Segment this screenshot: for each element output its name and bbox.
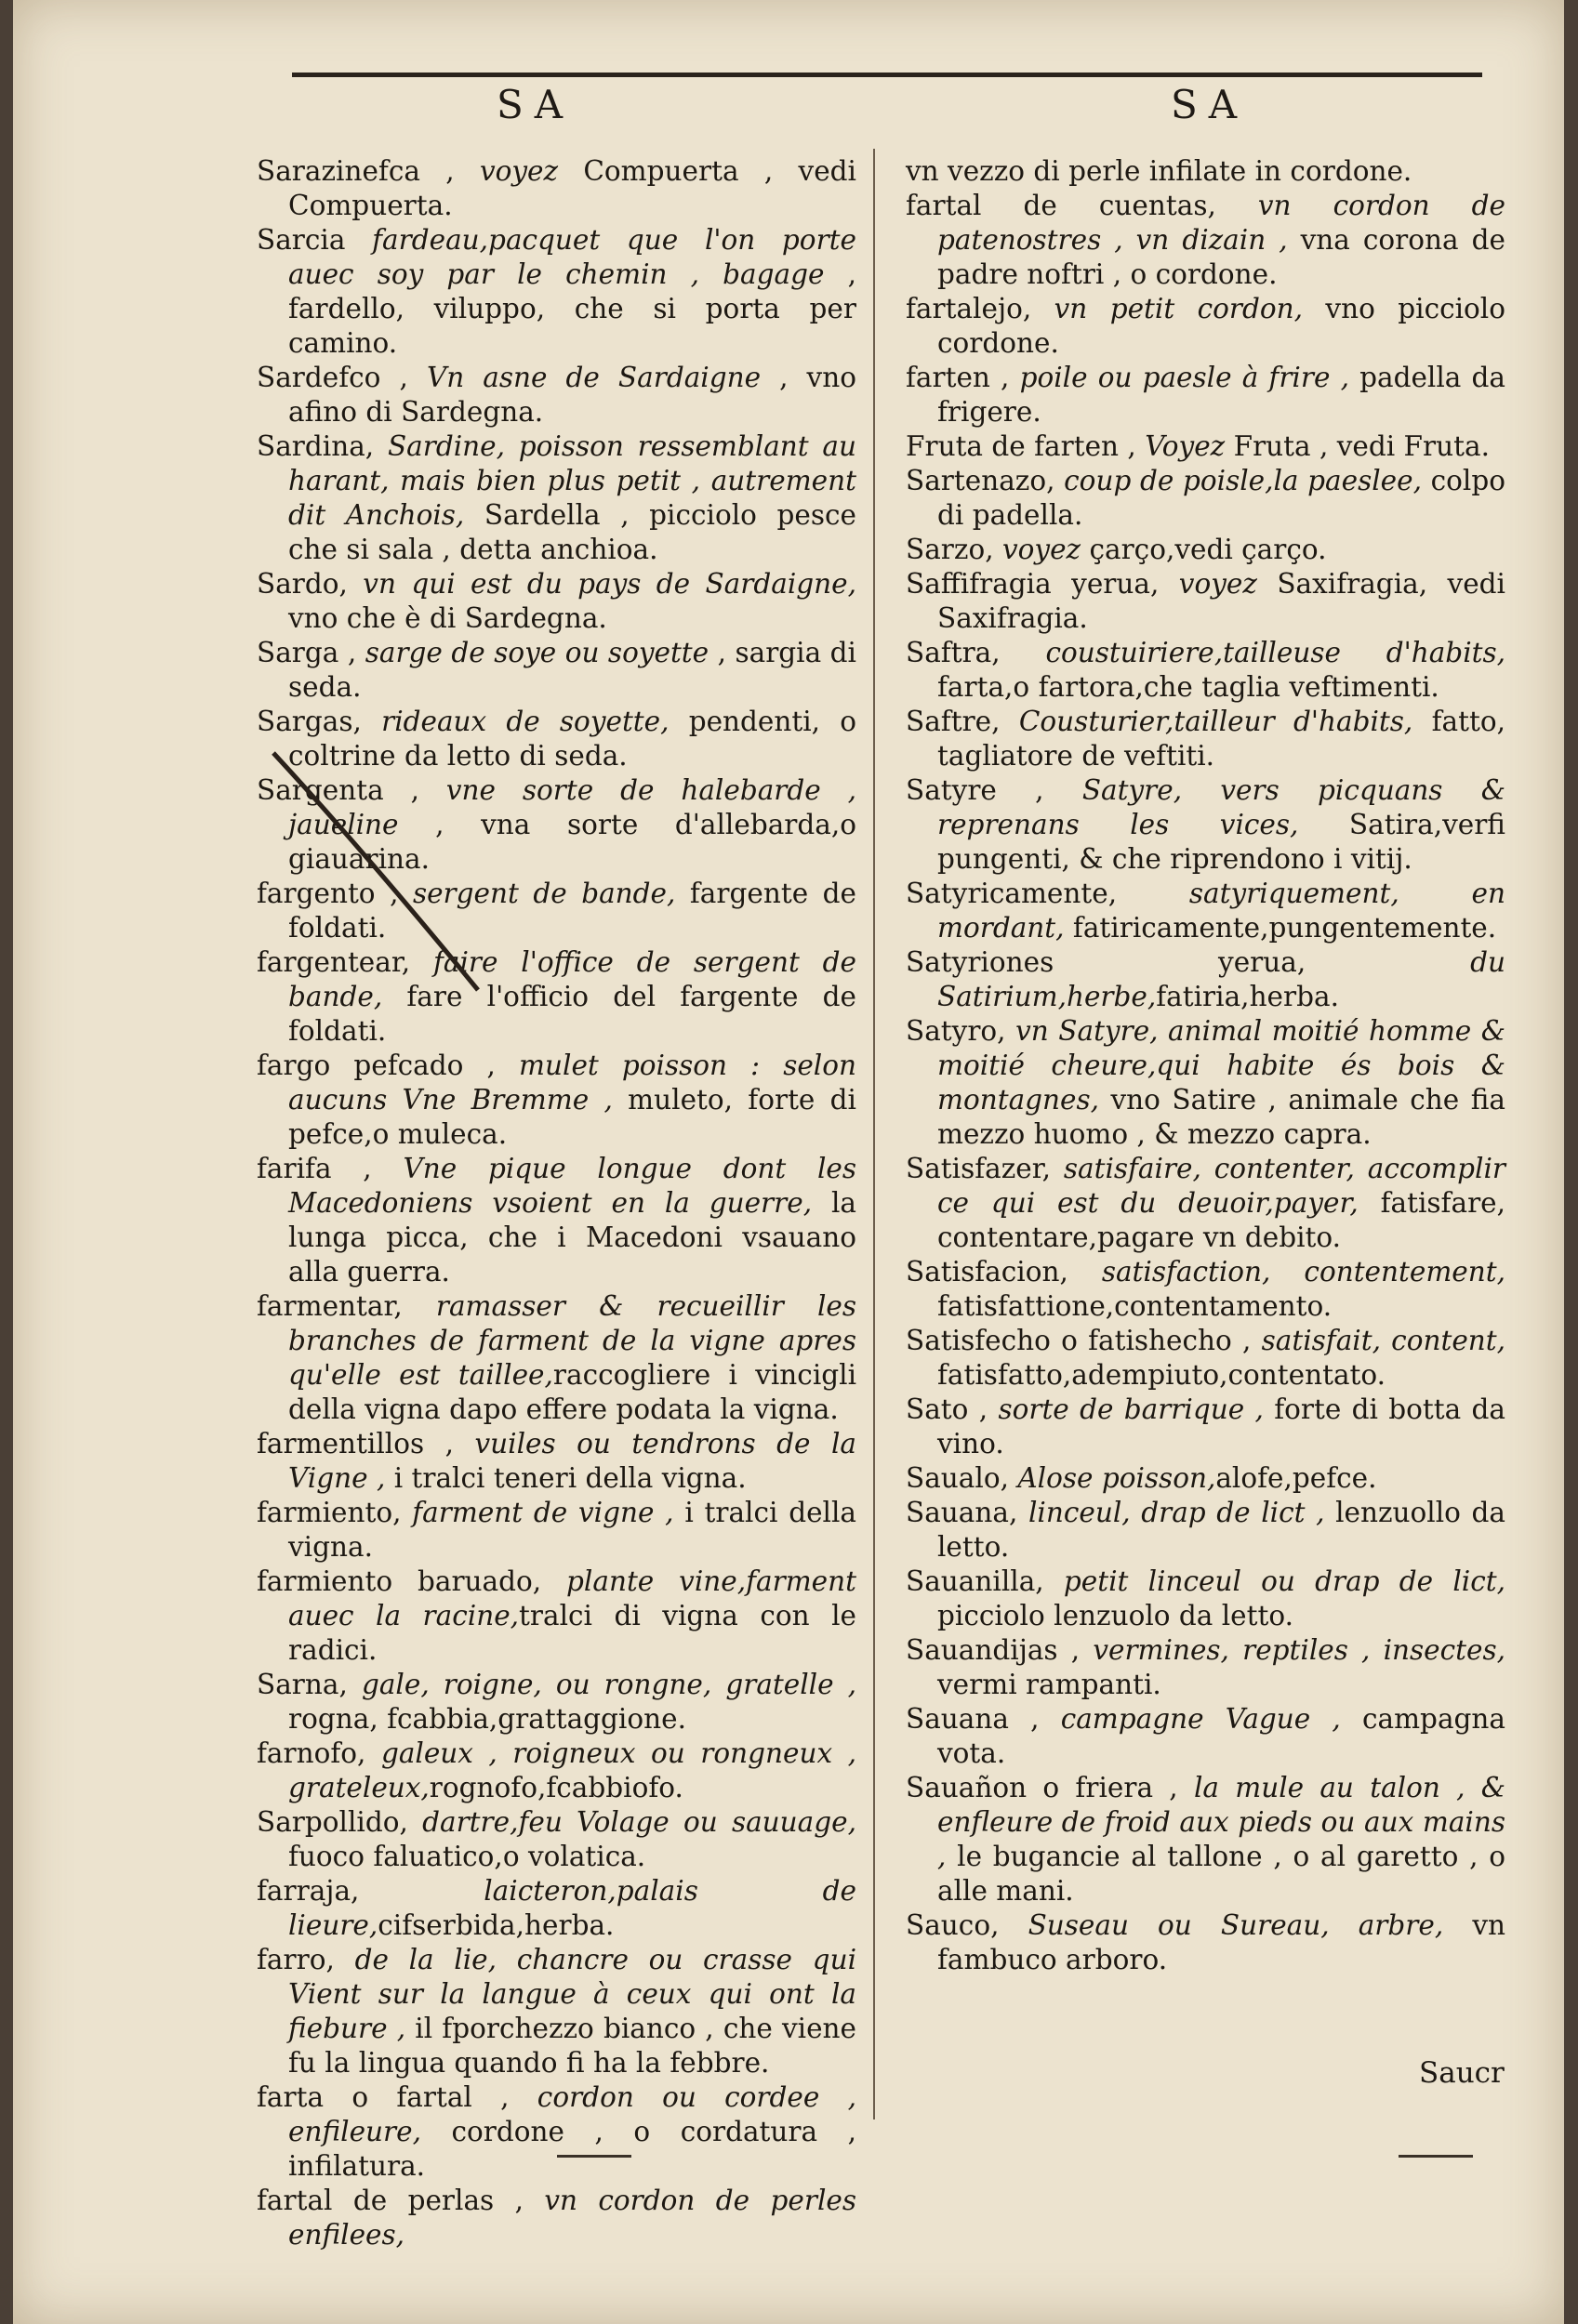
entry-french-gloss: voyez xyxy=(1001,534,1081,565)
dictionary-entry xyxy=(906,1496,1505,1565)
dictionary-entry xyxy=(257,361,856,429)
dictionary-entry xyxy=(257,429,856,567)
entry-french-gloss: voyez xyxy=(1178,568,1257,600)
entry-italian-gloss: Compuerta , vedi Compuerta. xyxy=(288,155,856,221)
entry-italian-gloss: tralci di vigna con le radici. xyxy=(288,1600,856,1666)
entry-italian-gloss: forte di botta da vino. xyxy=(937,1393,1505,1459)
dictionary-entry xyxy=(906,1152,1505,1255)
entry-headword: Sauco, xyxy=(906,1909,1000,1941)
entry-italian-gloss: fatiricamente,pungentemente. xyxy=(1064,912,1497,944)
dictionary-entry xyxy=(906,567,1505,636)
entry-headword: farro, xyxy=(257,1944,335,1975)
entry-headword: Saftre, xyxy=(906,706,1001,737)
entry-italian-gloss: muleto, forte di pefce,o muleca. xyxy=(288,1084,856,1150)
entry-italian-gloss: colpo di padella. xyxy=(937,465,1505,531)
entry-french-gloss: satyriquement, en mordant, xyxy=(937,878,1505,944)
entry-italian-gloss: çarço,vedi çarço. xyxy=(1081,534,1327,565)
entry-italian-gloss: la lunga picca, che i Macedoni vsauano alla guerra. xyxy=(288,1187,856,1287)
entry-headword: Sauañon o friera , xyxy=(906,1772,1178,1803)
dictionary-entry xyxy=(906,773,1505,877)
dictionary-entry xyxy=(906,705,1505,773)
entry-french-gloss: farment de vigne , xyxy=(412,1497,674,1528)
entry-headword: farmentillos , xyxy=(257,1428,454,1459)
entry-french-gloss: coustuiriere,tailleuse d'habits, xyxy=(1045,637,1505,668)
entry-italian-gloss: vermi rampanti. xyxy=(937,1669,1161,1700)
dictionary-entry xyxy=(906,1702,1505,1771)
entry-french-gloss: Suseau ou Sureau, arbre, xyxy=(1028,1909,1444,1941)
entry-headword: Sarazinefca , xyxy=(257,155,455,187)
entry-headword: farmentar, xyxy=(257,1290,403,1322)
top-rule xyxy=(292,73,1482,77)
entry-italian-gloss: fatisfattione,contentamento. xyxy=(937,1290,1333,1322)
dictionary-entry xyxy=(906,1461,1505,1496)
entry-headword: Satyricamente, xyxy=(906,878,1118,909)
entry-italian-gloss: vn fambuco arboro. xyxy=(937,1909,1505,1975)
entry-french-gloss: de la lie, chancre ou crasse qui Vient sur la langue à ceux qui ont la fiebure , xyxy=(288,1944,856,2044)
entry-italian-gloss: campagna vota. xyxy=(937,1703,1505,1769)
entry-french-gloss: satisfaire, contenter, accomplir ce qui est du deuoir,payer, xyxy=(937,1153,1505,1219)
dictionary-entry xyxy=(906,464,1505,533)
entry-headword: Sartenazo, xyxy=(906,465,1055,496)
dictionary-entry xyxy=(257,1427,856,1496)
entry-italian-gloss: vno picciolo cordone. xyxy=(937,293,1505,359)
entry-italian-gloss: picciolo lenzuolo da letto. xyxy=(937,1600,1293,1631)
dictionary-entry xyxy=(906,154,1505,189)
entry-italian-gloss: fatto, tagliatore de veftiti. xyxy=(937,706,1505,772)
entry-headword: farmiento, xyxy=(257,1497,402,1528)
entry-headword: fartalejo, xyxy=(906,293,1032,324)
dictionary-entry xyxy=(257,1289,856,1427)
entry-french-gloss: satisfait, content, xyxy=(1261,1325,1506,1356)
entry-headword: Sauandijas , xyxy=(906,1634,1081,1666)
entry-italian-gloss: , vna sorte d'allebarda,o giauarina. xyxy=(288,809,856,875)
entry-headword: fargo pefcado , xyxy=(257,1050,496,1081)
entry-italian-gloss: vno che è di Sardegna. xyxy=(288,602,607,634)
entry-italian-gloss: le bugancie al tallone , o al garetto , o alle mani. xyxy=(937,1841,1505,1907)
entry-french-gloss: gale, roigne, ou rongne, gratelle , xyxy=(361,1669,856,1700)
entry-italian-gloss: rogna, fcabbia,grattaggione. xyxy=(288,1703,686,1735)
entry-french-gloss: Sardine, poisson ressemblant au harant, mais bien plus petit , autrement dit Anchois, xyxy=(288,430,856,531)
left-column xyxy=(257,154,856,2252)
entry-italian-gloss: fatisfatto,adempiuto,contentato. xyxy=(937,1359,1386,1391)
dictionary-entry xyxy=(906,945,1505,1014)
entry-french-gloss: Vn asne de Sardaigne xyxy=(426,362,762,393)
entry-italian-gloss: i tralci teneri della vigna. xyxy=(385,1462,747,1494)
entry-headword: farraja, xyxy=(257,1875,360,1907)
entry-french-gloss: petit linceul ou drap de lict, xyxy=(1063,1565,1505,1597)
dictionary-entry xyxy=(906,877,1505,945)
entry-french-gloss: vn cordon de perles enfilees, xyxy=(288,2185,856,2251)
column-divider xyxy=(873,149,875,2119)
dictionary-entry xyxy=(906,1633,1505,1702)
dictionary-entry xyxy=(257,1668,856,1736)
entry-french-gloss: ramasser & recueillir les branches de farment de la vigne apres qu'elle est taillee, xyxy=(288,1290,856,1391)
entry-italian-gloss: fuoco faluatico,o volatica. xyxy=(288,1841,646,1872)
entry-headword: Sauana , xyxy=(906,1703,1040,1735)
entry-french-gloss: Vne pique longue dont les Macedoniens vsoient en la guerre, xyxy=(288,1153,856,1219)
entry-italian-gloss: fatisfare, contentare,pagare vn debito. xyxy=(937,1187,1506,1253)
entry-italian-gloss: fare l'officio del fargente de foldati. xyxy=(288,981,856,1047)
entry-italian-gloss: i tralci della vigna. xyxy=(288,1497,856,1563)
entry-french-gloss: vn qui est du pays de Sardaigne, xyxy=(363,568,856,600)
entry-italian-gloss: vno Satire , animale che fia mezzo huomo , & mezzo capra. xyxy=(937,1084,1505,1150)
entry-italian-gloss: rognofo,fcabbiofo. xyxy=(429,1772,683,1803)
entry-french-gloss: campagne Vague , xyxy=(1060,1703,1341,1735)
entry-french-gloss: mulet poisson : selon aucuns Vne Bremme , xyxy=(288,1050,856,1116)
dictionary-entry xyxy=(906,1565,1505,1633)
entry-italian-gloss: cifserbida,herba. xyxy=(378,1909,615,1941)
entry-french-gloss: poile ou paesle à frire , xyxy=(1019,362,1349,393)
entry-headword: Saftra, xyxy=(906,637,1001,668)
entry-headword: Sauanilla, xyxy=(906,1565,1044,1597)
entry-headword: Sarpollido, xyxy=(257,1806,408,1838)
entry-headword: Sardina, xyxy=(257,430,375,462)
dictionary-entry xyxy=(257,223,856,361)
entry-headword: Saffifragia yerua, xyxy=(906,568,1160,600)
entry-headword: Fruta de farten , xyxy=(906,430,1136,462)
dictionary-entry xyxy=(257,154,856,223)
dictionary-entry xyxy=(257,567,856,636)
entry-french-gloss: faire l'office de sergent de bande, xyxy=(288,946,856,1012)
entry-headword: Satisfacion, xyxy=(906,1256,1068,1287)
entry-italian-gloss: pendenti, o coltrine da letto di seda. xyxy=(288,706,856,772)
entry-french-gloss: vn cordon de patenostres , vn dizain , xyxy=(937,190,1505,256)
entry-italian-gloss: vna corona de padre noftri , o cordone. xyxy=(937,224,1505,290)
dictionary-entry xyxy=(906,429,1505,464)
entry-headword: Sato , xyxy=(906,1393,988,1425)
dictionary-entry xyxy=(906,1908,1505,1977)
footer-mark-left xyxy=(557,2155,631,2158)
entry-french-gloss: vuiles ou tendrons de la Vigne , xyxy=(288,1428,856,1494)
dictionary-page xyxy=(13,0,1564,2324)
dictionary-entry xyxy=(257,1152,856,1289)
dictionary-entry xyxy=(257,1943,856,2080)
running-head-left: SA xyxy=(497,82,575,127)
entry-french-gloss: plante vine,farment auec la racine, xyxy=(288,1565,856,1631)
entry-italian-gloss: padella da frigere. xyxy=(937,362,1505,428)
entry-headword: fartal de cuentas, xyxy=(906,190,1216,221)
dictionary-entry xyxy=(906,1014,1505,1152)
entry-headword: farten , xyxy=(906,362,1010,393)
dictionary-entry xyxy=(906,1324,1505,1393)
entry-headword: Sauana, xyxy=(906,1497,1018,1528)
entry-headword: farifa , xyxy=(257,1153,372,1184)
dictionary-entry xyxy=(906,1393,1505,1461)
dictionary-entry xyxy=(906,533,1505,567)
dictionary-entry xyxy=(257,2184,856,2252)
entry-headword: Sarzo, xyxy=(906,534,994,565)
entry-headword: fartal de perlas , xyxy=(257,2185,524,2216)
entry-italian-gloss: vn vezzo di perle infilate in cordone. xyxy=(906,155,1412,187)
dictionary-entry xyxy=(906,636,1505,705)
entry-headword: fargentear, xyxy=(257,946,411,978)
entry-italian-gloss: , sargia di seda. xyxy=(288,637,856,703)
entry-headword: Satyriones yerua, xyxy=(906,946,1306,978)
entry-italian-gloss: alofe,pefce. xyxy=(1215,1462,1377,1494)
entry-french-gloss: la mule au talon , & enfleure de froid aux pieds ou aux mains , xyxy=(937,1772,1505,1872)
entry-headword: farmiento baruado, xyxy=(257,1565,542,1597)
entry-headword: Sarna, xyxy=(257,1669,348,1700)
footer-mark-right xyxy=(1399,2155,1473,2158)
entry-french-gloss: vermines, reptiles , insectes, xyxy=(1093,1634,1505,1666)
entry-french-gloss: rideaux de soyette, xyxy=(381,706,670,737)
entry-french-gloss: coup de poisle,la paeslee, xyxy=(1064,465,1422,496)
entry-italian-gloss: fatiria,herba. xyxy=(1156,981,1339,1012)
entry-headword: Saualo, xyxy=(906,1462,1009,1494)
entry-french-gloss: vn petit cordon, xyxy=(1054,293,1304,324)
entry-headword: Sargas, xyxy=(257,706,362,737)
entry-french-gloss: cordon ou cordee , enfileure, xyxy=(288,2081,856,2147)
entry-french-gloss: vne sorte de halebarde , jaueline xyxy=(288,774,857,840)
entry-headword: Satyro, xyxy=(906,1015,1006,1047)
entry-french-gloss: vn Satyre, animal moitié homme & moitié cheure,qui habite és bois & montagnes, xyxy=(937,1015,1505,1116)
entry-headword: farnofo, xyxy=(257,1737,366,1769)
entry-french-gloss: Alose poisson, xyxy=(1017,1462,1216,1494)
dictionary-entry xyxy=(906,189,1505,292)
entry-headword: Satyre , xyxy=(906,774,1044,806)
entry-italian-gloss: , vno afino di Sardegna. xyxy=(288,362,856,428)
entry-french-gloss: laicteron,palais de lieure, xyxy=(288,1875,856,1941)
entry-headword: Sarcia xyxy=(257,224,346,256)
entry-french-gloss: sorte de barrique , xyxy=(998,1393,1264,1425)
dictionary-entry xyxy=(257,705,856,773)
right-column xyxy=(906,154,1505,1977)
entry-headword: Sargenta , xyxy=(257,774,419,806)
dictionary-entry xyxy=(257,1049,856,1152)
entry-italian-gloss: cordone , o cordatura , infilatura. xyxy=(288,2116,856,2182)
dictionary-entry xyxy=(257,2080,856,2184)
entry-headword: farta o fartal , xyxy=(257,2081,510,2113)
dictionary-entry xyxy=(257,945,856,1049)
entry-french-gloss: voyez xyxy=(479,155,559,187)
dictionary-entry xyxy=(257,1805,856,1874)
entry-french-gloss: Voyez xyxy=(1145,430,1226,462)
entry-headword: Satisfazer, xyxy=(906,1153,1051,1184)
entry-headword: Satisfecho o fatishecho , xyxy=(906,1325,1252,1356)
entry-italian-gloss: Satira,verfi pungenti, & che riprendono i vitij. xyxy=(937,809,1505,875)
entry-french-gloss: Cousturier,tailleur d'habits, xyxy=(1018,706,1413,737)
entry-italian-gloss: farta,o fartora,che taglia veftimenti. xyxy=(937,671,1439,703)
entry-headword: Sardo, xyxy=(257,568,348,600)
dictionary-entry xyxy=(257,877,856,945)
entry-french-gloss: fardeau,pacquet que l'on porte auec soy par le chemin , bagage xyxy=(288,224,856,290)
running-head-right: SA xyxy=(1171,82,1249,127)
dictionary-entry xyxy=(257,636,856,705)
dictionary-entry xyxy=(906,292,1505,361)
entry-italian-gloss: Fruta , vedi Fruta. xyxy=(1225,430,1490,462)
entry-italian-gloss: Saxifragia, vedi Saxifragia. xyxy=(937,568,1505,634)
entry-french-gloss: du Satirium,herbe, xyxy=(937,946,1505,1012)
entry-italian-gloss: Sardella , picciolo pesce che si sala , detta anchioa. xyxy=(288,499,856,565)
entry-italian-gloss: lenzuollo da letto. xyxy=(937,1497,1505,1563)
entry-french-gloss: satisfaction, contentement, xyxy=(1101,1256,1505,1287)
dictionary-entry xyxy=(906,361,1505,429)
entry-italian-gloss: , fardello, viluppo, che si porta per camino. xyxy=(288,258,856,359)
entry-french-gloss: Satyre, vers picquans & reprenans les vices, xyxy=(937,774,1505,840)
catchword: Saucr xyxy=(1419,2056,1505,2090)
dictionary-entry xyxy=(257,1565,856,1668)
entry-french-gloss: galeux , roigneux ou rongneux , grateleux, xyxy=(288,1737,856,1803)
dictionary-entry xyxy=(906,1255,1505,1324)
entry-french-gloss: sarge de soye ou soyette xyxy=(365,637,709,668)
entry-italian-gloss: raccogliere i vincigli della vigna dapo effere podata la vigna. xyxy=(288,1359,857,1425)
dictionary-entry xyxy=(257,1874,856,1943)
entry-french-gloss: dartre,feu Volage ou sauuage, xyxy=(422,1806,856,1838)
dictionary-entry xyxy=(257,1496,856,1565)
entry-headword: fargento , xyxy=(257,878,399,909)
entry-italian-gloss: il fporchezzo bianco , che viene fu la lingua quando fi ha la febbre. xyxy=(288,2013,856,2079)
dictionary-entry xyxy=(257,1736,856,1805)
entry-french-gloss: linceul, drap de lict , xyxy=(1028,1497,1325,1528)
entry-headword: Sardefco , xyxy=(257,362,408,393)
entry-french-gloss: sergent de bande, xyxy=(412,878,676,909)
dictionary-entry xyxy=(257,773,856,877)
dictionary-entry xyxy=(906,1771,1505,1908)
entry-headword: Sarga , xyxy=(257,637,357,668)
entry-italian-gloss: fargente de foldati. xyxy=(288,878,856,944)
